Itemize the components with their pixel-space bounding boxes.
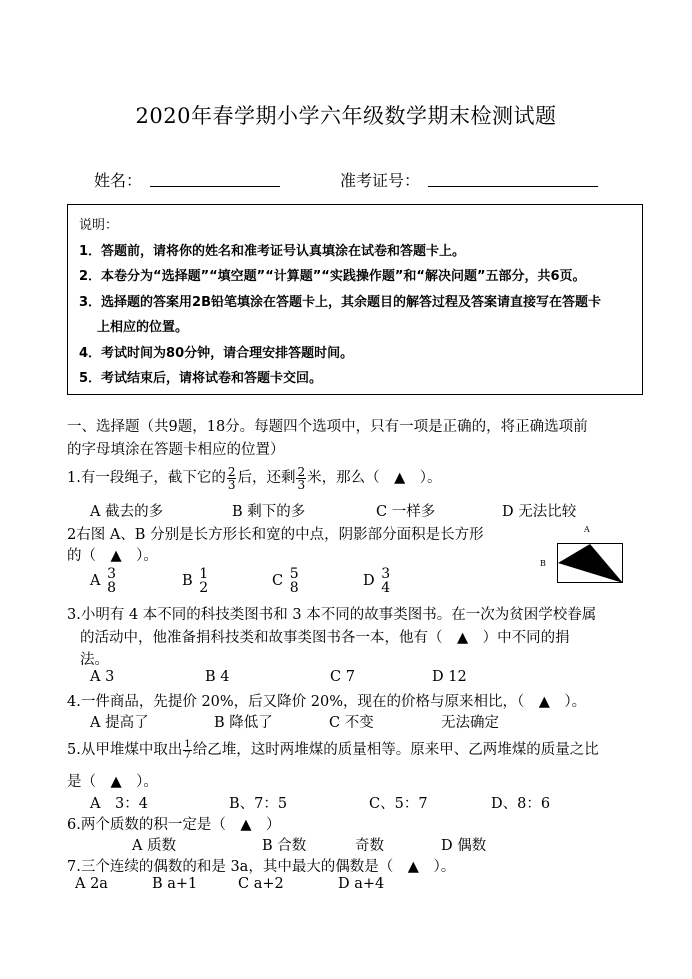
name-field[interactable] [150,186,280,187]
q2-option-c [272,563,301,599]
fraction [380,567,391,595]
fraction [198,567,209,595]
fraction [106,567,117,595]
question-2-cont: 的（ ▲ ）。 [67,548,158,564]
q5-text-2: 给乙堆，这时两堆煤的质量相等。原来甲、乙两堆煤的质量之比 [192,742,599,758]
q5-text-1: 5.从甲堆煤中取出 [67,742,183,758]
fraction [296,466,306,491]
q2-option-b [182,563,210,599]
figure-label-a: A [584,525,590,534]
q3-option-b: B 4 [205,669,230,685]
instruction-item: 3．选择题的答案用2B铅笔填涂在答题卡上，其余题目的解答过程及答案请直接写在答题卡 [79,295,602,310]
q1-option-b: B 剩下的多 [232,504,306,520]
question-7: 7.三个连续的偶数的和是 3a，其中最大的偶数是（ ▲ ）。 [67,859,456,875]
page-title: 2020年春学期小学六年级数学期末检测试题 [135,104,557,128]
q3-option-a: A 3 [90,669,115,685]
option-letter: A [90,573,101,589]
question-5-cont: 是（ ▲ ）。 [67,774,158,790]
q6-option-b: B 合数 [262,838,307,854]
q4-option-d: 无法确定 [441,715,499,731]
q4-option-a: A 提高了 [90,715,149,731]
q1-option-d: D 无法比较 [502,504,577,520]
q1-option-a: A 截去的多 [90,504,164,520]
q7-option-c: C a+2 [238,876,284,892]
q3-option-c: C 7 [330,669,355,685]
q7-option-a: A 2a [75,876,108,892]
question-6: 6.两个质数的积一定是（ ▲ ） [67,817,281,833]
q5-option-d: D、8：6 [491,796,551,812]
question-3-cont: 的活动中，他准备捐科技类和故事类图书各一本，他有（ ▲ ）中不同的捐 [80,630,570,646]
question-5 [67,733,599,767]
denominator: 2 [199,580,209,596]
instruction-item: 5．考试结束后，请将试卷和答题卡交回。 [79,371,323,386]
question-1 [67,463,442,493]
denominator: 3 [227,477,236,492]
q1-text-2: 后，还剩 [237,470,296,486]
q6-option-d: D 偶数 [441,838,487,854]
numerator: 3 [107,566,117,582]
q5-option-a: A 3：4 [90,796,148,812]
q2-option-d [363,563,392,599]
instruction-item: 4．考试时间为80分钟，请合理安排答题时间。 [79,346,354,361]
numerator: 2 [297,464,306,479]
denominator: 8 [107,580,117,596]
q7-option-b: B a+1 [152,876,198,892]
q4-option-b: B 降低了 [214,715,273,731]
q7-option-d: D a+4 [338,876,385,892]
q3-option-d: D 12 [432,669,467,685]
q5-option-c: C、5：7 [369,796,428,812]
q1-text-1: 1.有一段绳子，截下它的 [67,470,226,486]
option-letter: D [363,573,375,589]
question-3-cont: 法。 [80,652,109,668]
q1-text-3: 米，那么（ ▲ ）。 [307,470,442,486]
fraction [227,466,237,491]
rectangle-figure [557,543,623,583]
q1-option-c: C 一样多 [376,504,436,520]
q6-option-a: A 质数 [132,838,177,854]
fraction [183,740,191,761]
q6-option-c: 奇数 [355,838,384,854]
numerator: 2 [227,464,236,479]
instruction-item-continued: 上相应的位置。 [97,320,189,335]
option-letter: C [272,573,284,589]
numerator: 1 [184,738,191,750]
question-3: 3.小明有 4 本不同的科技类图书和 3 本不同的故事类图书。在一次为贫困学校眷属 [67,607,597,623]
name-label: 姓名： [94,171,143,190]
denominator: 8 [289,580,299,596]
denominator: 7 [184,749,191,761]
option-letter: B [182,573,193,589]
instructions-heading: 说明： [79,218,119,233]
section-heading-cont: 的字母填涂在答题卡相应的位置） [67,442,285,458]
question-2: 2右图 A、B 分别是长方形长和宽的中点，阴影部分面积是长方形 [67,527,484,543]
section-heading: 一、选择题（共9题，18分。每题四个选项中，只有一项是正确的，将正确选项前 [67,419,588,435]
q2-option-a [90,563,118,599]
numerator: 5 [289,566,299,582]
numerator: 3 [381,566,391,582]
exam-id-label: 准考证号： [340,171,421,190]
exam-id-field[interactable] [428,186,598,187]
instruction-item: 2．本卷分为“选择题”“填空题”“计算题”“实践操作题”和“解决问题”五部分，共6页。 [79,269,586,284]
figure-label-b: B [540,559,546,568]
q4-option-c: C 不变 [329,715,374,731]
denominator: 4 [381,580,391,596]
q5-option-b: B、7：5 [229,796,288,812]
numerator: 1 [199,566,209,582]
instruction-item: 1．答题前，请将你的姓名和准考证号认真填涂在试卷和答题卡上。 [79,244,466,259]
question-4: 4.一件商品，先提价 20%，后又降价 20%，现在的价格与原来相比，（ ▲ ）。 [67,694,587,710]
denominator: 3 [297,477,306,492]
fraction [289,567,300,595]
